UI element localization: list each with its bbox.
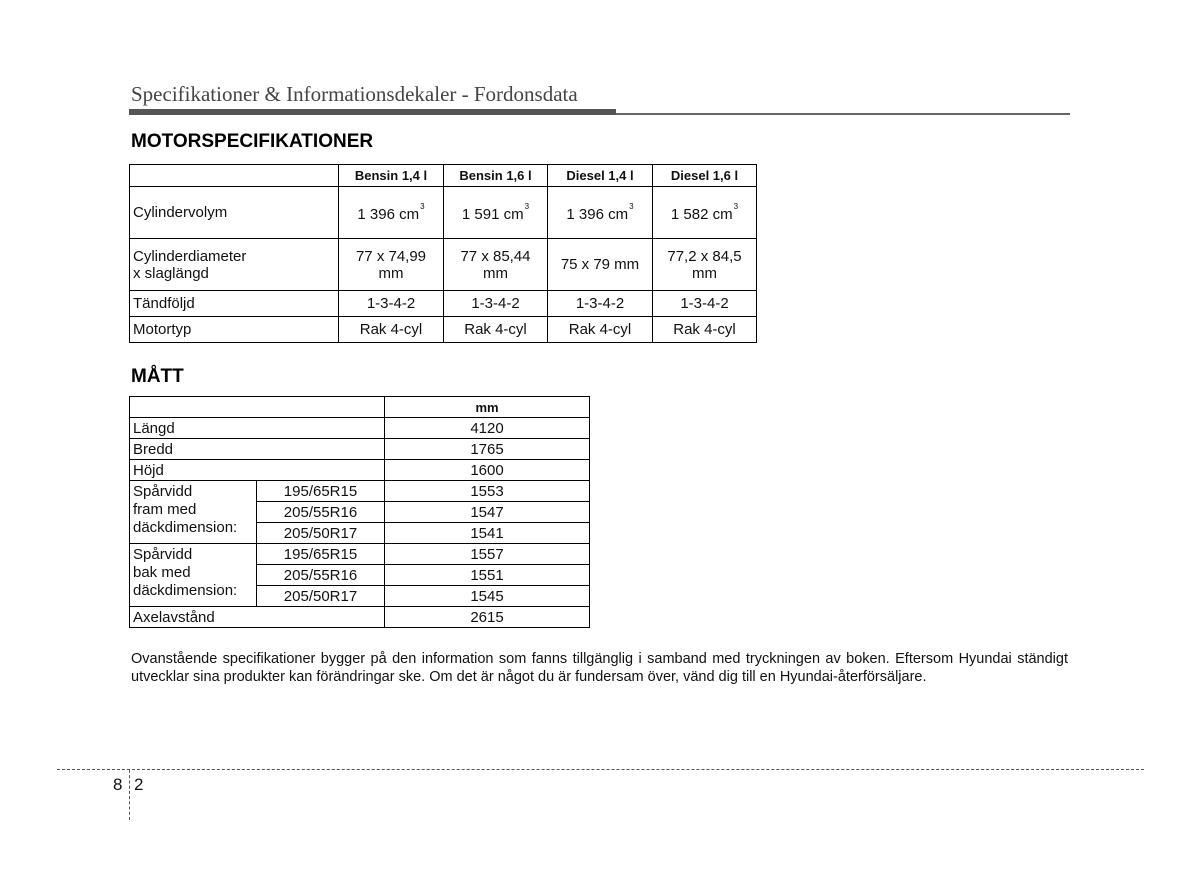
rear-track-label xyxy=(130,544,257,607)
dim-row-langd xyxy=(130,418,590,439)
table-cell: Rak 4-cyl xyxy=(548,317,653,343)
table-cell: 1545 xyxy=(385,586,590,607)
unit-superscript: 3 xyxy=(629,202,634,211)
table-cell: 2615 xyxy=(385,607,590,628)
row-label xyxy=(130,239,339,291)
table-cell: 1547 xyxy=(385,502,590,523)
motor-row-cylinderdiameter xyxy=(130,239,757,291)
chapter-number: 8 xyxy=(113,775,123,794)
dimensions-table xyxy=(129,396,590,628)
cell-line: mm xyxy=(692,264,717,282)
table-cell: 1553 xyxy=(385,481,590,502)
table-cell: 1600 xyxy=(385,460,590,481)
table-cell xyxy=(444,239,548,291)
dim-header-row xyxy=(130,397,590,418)
dim-row-front-track xyxy=(130,481,590,502)
dim-header-empty xyxy=(130,397,385,418)
group-label-line: Spårvidd xyxy=(133,546,193,563)
tire-size-cell: 205/50R17 xyxy=(257,523,385,544)
motor-header-row xyxy=(130,165,757,187)
row-label: Axelavstånd xyxy=(130,607,385,628)
row-label: Bredd xyxy=(130,439,385,460)
motor-row-cylindervolym xyxy=(130,187,757,239)
tire-size-cell: 205/50R17 xyxy=(257,586,385,607)
row-label: Tändföljd xyxy=(130,291,339,317)
table-cell: 1541 xyxy=(385,523,590,544)
dim-row-rear-track xyxy=(130,544,590,565)
header-rule-thick xyxy=(129,109,616,115)
motor-col-bensin-14: Bensin 1,4 l xyxy=(339,165,444,187)
table-cell xyxy=(339,187,444,239)
cell-line: mm xyxy=(378,264,404,282)
page-title: Specifikationer & Informationsdekaler - Fordonsdata xyxy=(131,82,578,106)
cell-line: 77 x 85,44 xyxy=(460,247,531,265)
motor-row-motortyp xyxy=(130,317,757,343)
unit-superscript: 3 xyxy=(524,202,530,211)
dim-row-bredd xyxy=(130,439,590,460)
table-cell xyxy=(548,239,653,291)
group-label-line: däckdimension: xyxy=(133,582,238,599)
table-cell: 1-3-4-2 xyxy=(444,291,548,317)
table-cell xyxy=(339,239,444,291)
table-cell: 1765 xyxy=(385,439,590,460)
cell-value: 1 396 cm xyxy=(357,206,420,223)
tire-size-cell: 205/55R16 xyxy=(257,502,385,523)
row-label: Längd xyxy=(130,418,385,439)
table-cell: 1551 xyxy=(385,565,590,586)
motor-col-diesel-14: Diesel 1,4 l xyxy=(548,165,653,187)
cell-line: 75 x 79 mm xyxy=(560,256,640,273)
cell-value: 1 582 cm xyxy=(670,206,733,223)
disclaimer-note: Ovanstående specifikationer bygger på den information som fanns tillgänglig i samband med tryckningen av boken. Eftersom Hyundai ständigt utvecklar sina produkter kan förändringar ske. Om det är något du är fundersam över, vänd dig till en Hyundai-återförsäljare. xyxy=(131,651,1068,685)
table-cell xyxy=(548,187,653,239)
page-number: 2 xyxy=(134,775,144,794)
dim-header-unit: mm xyxy=(385,397,590,418)
footer-divider xyxy=(129,770,130,820)
row-label: Cylindervolym xyxy=(130,187,339,239)
table-cell xyxy=(653,239,757,291)
motor-spec-table xyxy=(129,164,757,343)
motor-col-diesel-16: Diesel 1,6 l xyxy=(653,165,757,187)
cell-value: 1 591 cm xyxy=(461,206,524,223)
table-cell xyxy=(444,187,548,239)
table-cell: Rak 4-cyl xyxy=(653,317,757,343)
table-cell: 1-3-4-2 xyxy=(653,291,757,317)
group-label-line: Spårvidd xyxy=(133,483,193,500)
row-label-line: Cylinderdiameter xyxy=(133,247,247,265)
group-label-line: däckdimension: xyxy=(133,519,238,536)
cell-line: 77,2 x 84,5 xyxy=(667,247,742,265)
table-cell: 1-3-4-2 xyxy=(339,291,444,317)
tire-size-cell: 205/55R16 xyxy=(257,565,385,586)
cell-line: 77 x 74,99 xyxy=(355,247,427,265)
table-cell: 1-3-4-2 xyxy=(548,291,653,317)
dimensions-heading: MÅTT xyxy=(131,366,184,387)
table-cell: Rak 4-cyl xyxy=(444,317,548,343)
table-cell xyxy=(653,187,757,239)
group-label-line: fram med xyxy=(133,501,197,518)
header-rule-thin xyxy=(616,113,1070,115)
row-label: Motortyp xyxy=(130,317,339,343)
footer-rule xyxy=(57,769,1144,770)
dim-row-axelavstand xyxy=(130,607,590,628)
group-label-line: bak med xyxy=(133,564,191,581)
front-track-label xyxy=(130,481,257,544)
unit-superscript: 3 xyxy=(733,202,739,211)
tire-size-cell: 195/65R15 xyxy=(257,481,385,502)
unit-superscript: 3 xyxy=(420,202,425,211)
cell-line: mm xyxy=(483,264,508,282)
row-label-line: x slaglängd xyxy=(133,264,209,282)
table-cell: 1557 xyxy=(385,544,590,565)
dim-row-hojd xyxy=(130,460,590,481)
motor-header-empty xyxy=(130,165,339,187)
row-label: Höjd xyxy=(130,460,385,481)
tire-size-cell: 195/65R15 xyxy=(257,544,385,565)
motor-heading: MOTORSPECIFIKATIONER xyxy=(131,131,374,152)
table-cell: Rak 4-cyl xyxy=(339,317,444,343)
motor-col-bensin-16: Bensin 1,6 l xyxy=(444,165,548,187)
table-cell: 4120 xyxy=(385,418,590,439)
cell-value: 1 396 cm xyxy=(566,206,629,223)
motor-row-tandfoljd xyxy=(130,291,757,317)
